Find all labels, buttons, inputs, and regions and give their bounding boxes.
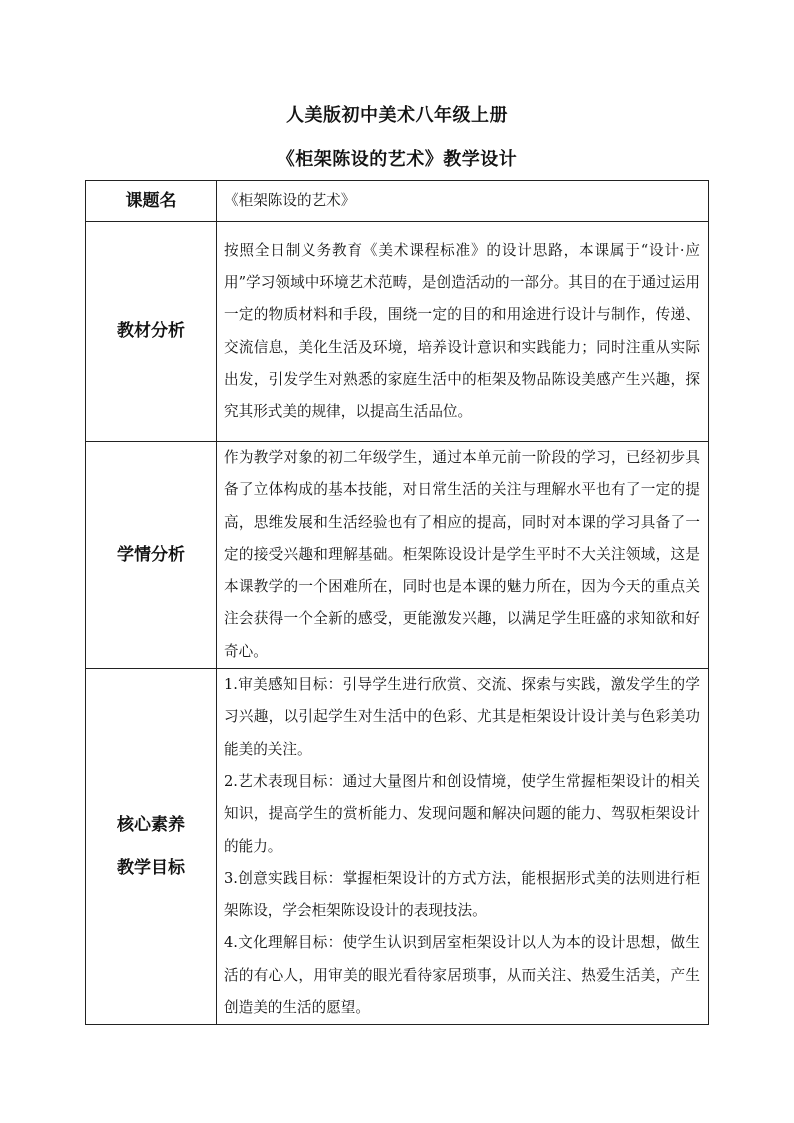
core-goals-content (217, 669, 709, 1025)
student-analysis-label: 学情分析 (86, 442, 217, 669)
table-row-core-goals (86, 669, 709, 1025)
textbook-analysis-label: 教材分析 (86, 222, 217, 442)
goal-artistic-expression: 2.艺术表现目标：通过大量图片和创设情境，使学生常握柜架设计的相关知识，提高学生的赏析能力、发现问题和解决问题的能力、驾驭柜架设计的能力。 (224, 772, 700, 855)
goal-creative-practice: 3.创意实践目标：掌握柜架设计的方式方法，能根据形式美的法则进行柜架陈设，学会柜架陈设设计的表现技法。 (224, 869, 700, 920)
textbook-analysis-content: 按照全日制义务教育《美术课程标准》的设计思路，本课属于“设计·应用”学习领域中环境艺术范畴，是创造活动的一部分。其目的在于通过运用一定的物质材料和手段，围绕一定的目的和用途进行设计与制作，传递、交流信息，美化生活及环境，培养设计意识和实践能力；同时注重从实际出发，引发学生对熟悉的家庭生活中的柜架及物品陈设美感产生兴趣，探究其形式美的规律，以提高生活品位。 (217, 222, 709, 442)
document-title: 人美版初中美术八年级上册 (286, 105, 508, 126)
topic-label: 课题名 (86, 181, 217, 222)
lesson-plan-table (85, 180, 709, 1025)
table-row-student-analysis (86, 442, 709, 669)
topic-value: 《柜架陈设的艺术》 (217, 181, 709, 222)
student-analysis-content: 作为教学对象的初二年级学生，通过本单元前一阶段的学习，已经初步具备了立体构成的基本技能，对日常生活的关注与理解水平也有了一定的提高，思维发展和生活经验也有了相应的提高，同时对本课的学习具备了一定的接受兴趣和理解基础。柜架陈设设计是学生平时不大关注领域，这是本课教学的一个困难所在，同时也是本课的魅力所在，因为今天的重点关注会获得一个全新的感受，更能激发兴趣，以满足学生旺盛的求知欲和好奇心。 (217, 442, 709, 669)
core-goals-label-line1: 核心素养 (117, 814, 185, 835)
table-row-topic (86, 181, 709, 222)
goal-cultural-understanding: 4.文化理解目标：使学生认识到居室柜架设计以人为本的设计思想，做生活的有心人，用审美的眼光看待家居琐事，从而关注、热爱生活美，产生创造美的生活的愿望。 (224, 934, 700, 1017)
core-goals-label-line2: 教学目标 (117, 857, 185, 878)
core-goals-label (86, 669, 217, 1025)
document-subtitle: 《柜架陈设的艺术》教学设计 (276, 149, 518, 170)
table-row-textbook-analysis (86, 222, 709, 442)
goal-aesthetic-perception: 1.审美感知目标：引导学生进行欣赏、交流、探索与实践，激发学生的学习兴趣，以引起学生对生活中的色彩、尤其是柜架设计设计美与色彩美功能美的关注。 (224, 676, 700, 758)
